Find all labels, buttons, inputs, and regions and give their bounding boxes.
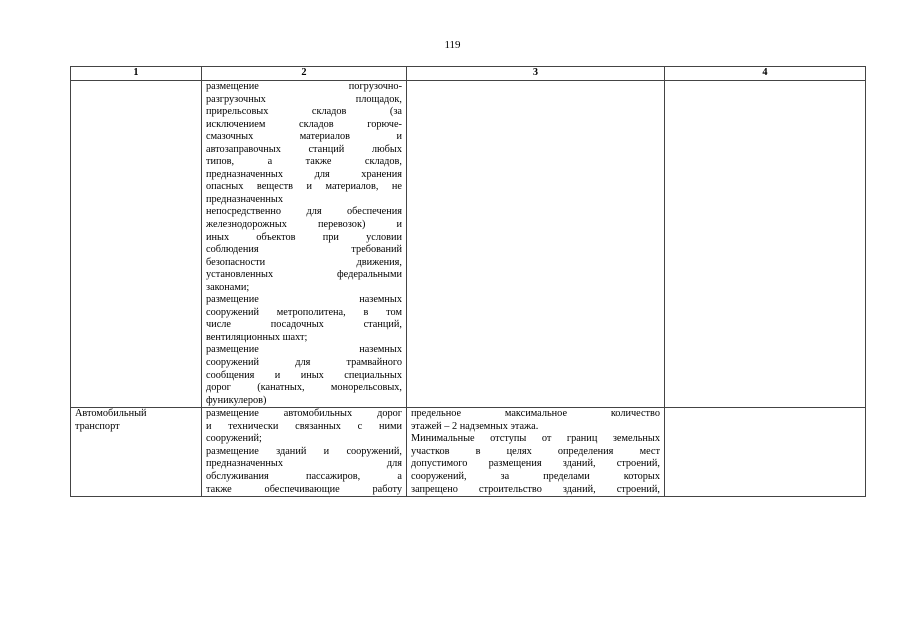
cell-parameters: [407, 408, 665, 497]
cell-text-line: сооружений метрополитена, в том: [206, 306, 402, 318]
cell-text-line: и технически связанных с ними: [206, 420, 402, 432]
cell-text-line: Минимальные отступы от границ земельных: [411, 433, 660, 445]
cell-text-line: предназначенных для: [206, 458, 402, 470]
cell-text-line: опасных веществ и материалов, не: [206, 181, 402, 193]
cell-text-line: автозаправочных станций любых: [206, 143, 402, 155]
cell-text-line: размещение наземных: [206, 344, 402, 356]
cell-text-line: соблюдения требований: [206, 244, 402, 256]
cell-text-line: этажей – 2 надземных этажа.: [411, 420, 539, 432]
cell-activity-type: [71, 408, 202, 497]
page-number: 119: [444, 39, 461, 51]
cell-text-line: исключением складов горюче-: [206, 118, 402, 130]
cell-text-line: иных объектов при условии: [206, 231, 402, 243]
cell-text-line: установленных федеральными: [206, 269, 402, 281]
cell-text-line: сообщения и иных специальных: [206, 369, 402, 381]
cell-text-line: Автомобильный: [75, 408, 147, 420]
cell-text-line: размещение погрузочно-: [206, 81, 402, 92]
cell-text-line: размещение наземных: [206, 294, 402, 306]
cell-text-line: сооружений;: [206, 433, 262, 445]
column-header-2: 2: [202, 67, 407, 81]
cell-text-line: обслуживания пассажиров, а: [206, 470, 402, 482]
cell-text-line: непосредственно для обеспечения: [206, 206, 402, 218]
cell-text-line: прирельсовых складов (за: [206, 106, 402, 118]
column-header-3: 3: [407, 67, 665, 81]
table-header-row: [71, 67, 866, 81]
cell-text-line: допустимого размещения зданий, строений,: [411, 458, 660, 470]
cell-text-line: участков в целях определения мест: [411, 445, 660, 457]
column-header-1: 1: [71, 67, 202, 81]
cell-activity-type: [71, 81, 202, 408]
regulations-table: [70, 66, 866, 497]
cell-text-line: законами;: [206, 281, 250, 293]
cell-text-line: фуникулеров): [206, 394, 267, 406]
cell-text-line: предельное максимальное количество: [411, 408, 660, 420]
cell-notes: [665, 408, 866, 497]
cell-permitted-use: [202, 81, 407, 408]
cell-text-line: также обеспечивающие работу: [206, 483, 402, 495]
column-header-4: 4: [665, 67, 866, 81]
table-row: [71, 81, 866, 408]
cell-text-line: разгрузочных площадок,: [206, 93, 402, 105]
cell-text-line: вентиляционных шахт;: [206, 331, 308, 343]
cell-text-line: предназначенных для хранения: [206, 168, 402, 180]
table-row: [71, 408, 866, 497]
cell-text-line: запрещено строительство зданий, строений,: [411, 483, 660, 495]
cell-parameters: [407, 81, 665, 408]
cell-text-line: безопасности движения,: [206, 256, 402, 268]
cell-text-line: смазочных материалов и: [206, 131, 402, 143]
cell-text-line: размещение зданий и сооружений,: [206, 445, 402, 457]
cell-text-line: дорог (канатных, монорельсовых,: [206, 382, 402, 394]
cell-text-line: размещение автомобильных дорог: [206, 408, 402, 420]
cell-permitted-use: [202, 408, 407, 497]
cell-text-line: сооружений для трамвайного: [206, 357, 402, 369]
cell-text-line: транспорт: [75, 420, 120, 432]
cell-text-line: числе посадочных станций,: [206, 319, 402, 331]
cell-text-line: сооружений, за пределами которых: [411, 470, 660, 482]
cell-text-line: железнодорожных перевозок) и: [206, 219, 402, 231]
cell-text-line: предназначенных: [206, 193, 283, 205]
cell-text-line: типов, а также складов,: [206, 156, 402, 168]
cell-notes: [665, 81, 866, 408]
